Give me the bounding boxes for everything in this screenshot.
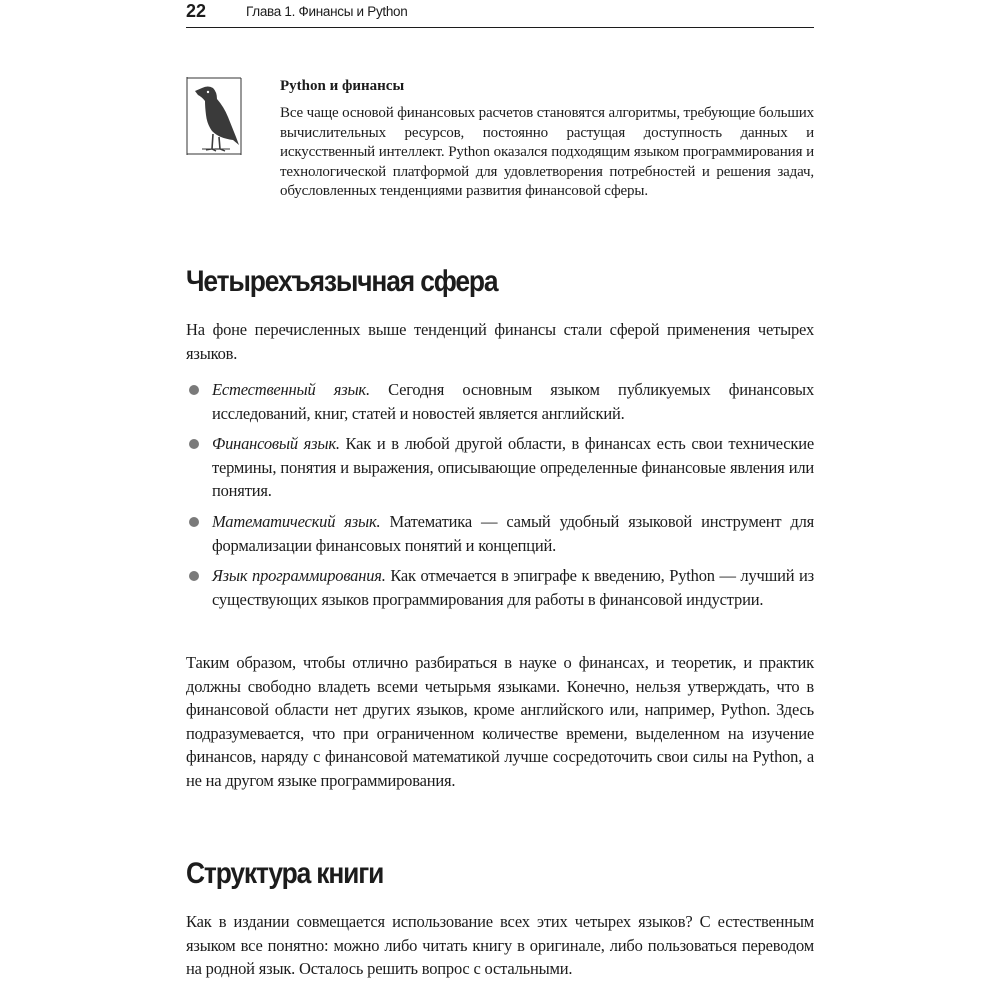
bullet-icon (189, 517, 199, 527)
bullet-icon (189, 571, 199, 581)
list-item (186, 510, 814, 557)
note-text: Все чаще основой финансовых расчетов становятся алгоритмы, требующие больших вычислительных ресурсов, постоянно растущая доступность данных и искусственный интеллект. Python оказался подходящим языком программирования и технологической платформой для удовлетворения потребностей и решения задач, обусловленных тенденциями развития финансовой сферы. (280, 105, 814, 200)
list-item (186, 564, 814, 611)
list-item (186, 432, 814, 503)
list-item-term: Финансовый язык. (212, 434, 340, 454)
list-item-text: Математика — самый удобный языковой инструмент для формализации финансовых понятий и концепций. (212, 511, 814, 555)
list-item-term: Математический язык. (212, 511, 381, 531)
running-header (186, 0, 814, 28)
list-item-term: Язык программирования. (212, 566, 386, 586)
list-item-text: Как отмечается в эпиграфе к введению, Python — лучший из существующих языков программирования для работы в финансовой индустрии. (212, 566, 814, 609)
intro-paragraph: На фоне перечисленных выше тенденций финансы стали сферой применения четырех языков. (186, 320, 814, 363)
list-item-term: Естественный язык. (212, 380, 370, 399)
bullet-icon (189, 439, 199, 449)
note-box (280, 76, 814, 202)
list-item-text: Как и в любой другой области, в финансах есть свои технические термины, понятия и выражения, описывающие определенные финансовые явления или понятия. (212, 434, 814, 501)
bullet-icon (189, 385, 199, 395)
list-item-text: Сегодня основным языком публикуемых финансовых исследований, книг, статей и новостей является английский. (212, 380, 814, 423)
conclusion-paragraph: Таким образом, чтобы отлично разбираться в науке о финансах, и теоретик, и практик должны свободно владеть всеми четырьмя языками. Конечно, нельзя утверждать, что в финансовой области нет других языков, кроме английского или, например, Python. Здесь подразумевается, что при ограниченном количестве времени, выделенном на изучение финансов, наряду с финансовой математикой лучше сосредоточить свои силы на Python, а не на другом языке программирования. (186, 653, 814, 790)
section-heading-four-languages: Четырехъязычная сфера (186, 265, 498, 298)
languages-list (186, 378, 814, 618)
page-number: 22 (186, 1, 207, 21)
structure-paragraph: Как в издании совмещается использование всех этих четырех языков? С естественным языком все понятно: можно либо читать книгу в оригинале, либо пользоваться переводом на родной язык. Осталось решить вопрос с остальными. (186, 912, 814, 979)
chapter-title: Глава 1. Финансы и Python (246, 4, 408, 19)
section-heading-book-structure: Структура книги (186, 857, 384, 890)
list-item (186, 378, 814, 425)
note-heading: Python и финансы (280, 78, 405, 94)
crow-icon (186, 77, 242, 157)
